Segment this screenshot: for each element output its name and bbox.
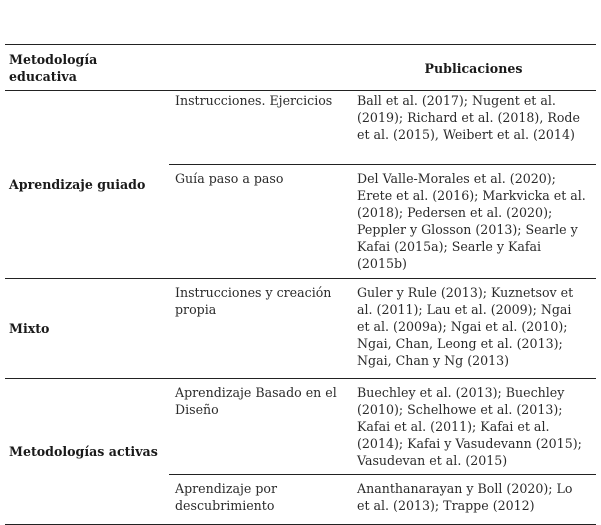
publications-cell: Buechley et al. (2013); Buechley (2010); Schelhowe et al. (2013); Kafai et al. (2011); Kafai et al. (2014); Kafai y Vasudevann (2015); Vasudevan et al. (2015) bbox=[351, 379, 596, 475]
category-guided-learning: Aprendizaje guiado bbox=[5, 91, 169, 279]
publications-cell: Del Valle-Morales et al. (2020); Erete et al. (2016); Markvicka et al. (2018); Pedersen et al. (2020); Peppler y Glosson (2013); Searle y Kafai (2015a); Searle y Kafai (2015b) bbox=[351, 165, 596, 279]
header-empty bbox=[169, 45, 351, 91]
subtype-cell: Aprendizaje Basado en el Diseño bbox=[169, 379, 351, 475]
subtype-cell: Instrucciones. Ejercicios bbox=[169, 91, 351, 165]
header-publications: Publicaciones bbox=[351, 45, 596, 91]
publications-cell: Guler y Rule (2013); Kuznetsov et al. (2011); Lau et al. (2009); Ngai et al. (2009a); Ngai et al. (2010); Ngai, Chan, Leong et al. (2013); Ngai, Chan y Ng (2013) bbox=[351, 279, 596, 379]
subtype-cell: Guía paso a paso bbox=[169, 165, 351, 279]
table-row bbox=[5, 91, 596, 165]
header-methodology: Metodología educativa bbox=[5, 45, 169, 91]
publications-cell: Ball et al. (2017); Nugent et al. (2019); Richard et al. (2018), Rode et al. (2015), Weibert et al. (2014) bbox=[351, 91, 596, 165]
subtype-cell: Instrucciones y creación propia bbox=[169, 279, 351, 379]
subtype-cell: Aprendizaje por descubrimiento bbox=[169, 475, 351, 525]
table-row bbox=[5, 379, 596, 475]
table-header-row bbox=[5, 45, 596, 91]
category-mixed: Mixto bbox=[5, 279, 169, 379]
publications-cell: Ananthanarayan y Boll (2020); Lo et al. (2013); Trappe (2012) bbox=[351, 475, 596, 525]
table-row bbox=[5, 279, 596, 379]
methodology-publications-table bbox=[5, 44, 596, 525]
category-active-methodologies: Metodologías activas bbox=[5, 379, 169, 525]
methodology-table-container bbox=[5, 44, 596, 525]
